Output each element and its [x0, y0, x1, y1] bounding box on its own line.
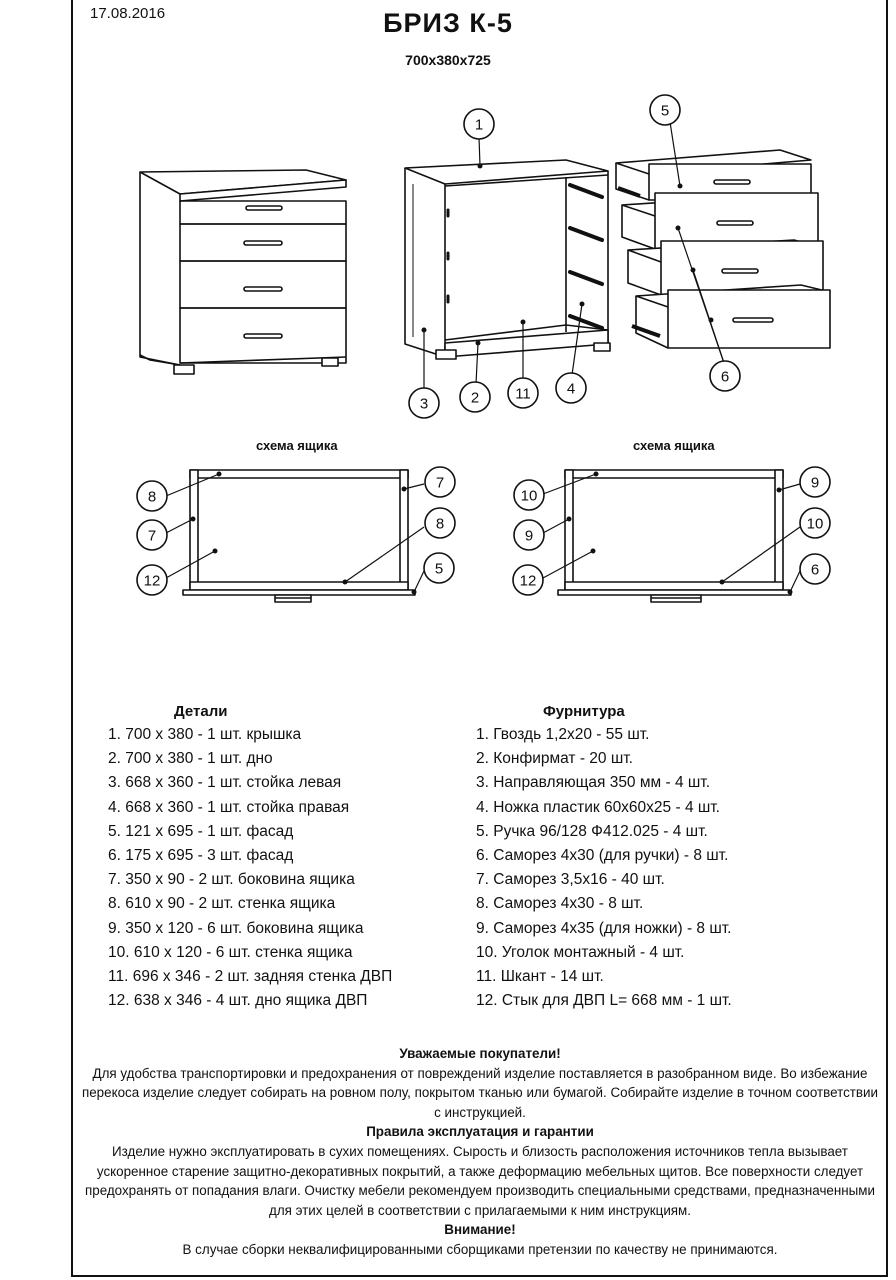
callout-2: 2	[470, 389, 480, 407]
hardware-title: Фурнитура	[543, 703, 625, 720]
notes-paragraph-claims: В случае сборки неквалифицированными сборщиками претензии по качеству не принимаются.	[182, 1241, 778, 1257]
notes-heading-attention: Внимание!	[444, 1222, 516, 1238]
list-item: 7. Саморез 3,5х16 - 40 шт.	[476, 871, 665, 889]
list-item: 4. Ножка пластик 60х60х25 - 4 шт.	[476, 798, 720, 816]
list-item: 4. 668 х 360 - 1 шт. стойка правая	[108, 798, 350, 816]
document-date: 17.08.2016	[90, 5, 166, 22]
list-item: 5. Ручка 96/128 Ф412.025 - 4 шт.	[476, 822, 708, 840]
list-item: 3. Направляющая 350 мм - 4 шт.	[476, 774, 710, 792]
list-item: 11. 696 х 346 - 2 шт. задняя стенка ДВП	[108, 968, 393, 986]
list-item: 11. Шкант - 14 шт.	[476, 968, 604, 986]
callout-4: 4	[566, 380, 576, 398]
list-item: 9. Саморез 4х35 (для ножки) - 8 шт.	[476, 919, 732, 937]
right-callout-6: 6	[810, 561, 820, 579]
left-callout-8b: 8	[435, 515, 445, 533]
list-item: 6. Саморез 4х30 (для ручки) - 8 шт.	[476, 847, 729, 865]
callout-5: 5	[660, 102, 670, 120]
assembled-chest-illustration	[140, 170, 346, 374]
list-item: 6. 175 х 695 - 3 шт. фасад	[108, 847, 294, 865]
list-item: 9. 350 х 120 - 6 шт. боковина ящика	[108, 919, 364, 937]
notes-paragraph-usage: Изделие нужно эксплуатировать в сухих помещениях. Сырость и близость расположения источников тепла вызывает ускоренное старение защитно-декоративных покрытий, а также деформацию мебельных щитов. Все поверхности следует предохранять от попадания влаги. Очистку мебели рекомендуем производить специальными средствами, предназначенными для этих целей в соответствии с прилагаемыми к ним инструкциям.	[85, 1143, 875, 1218]
list-item: 5. 121 х 695 - 1 шт. фасад	[108, 822, 294, 840]
list-item: 2. 700 х 380 - 1 шт. дно	[108, 750, 273, 768]
product-dimensions: 700x380x725	[405, 52, 491, 68]
right-scheme-label: схема ящика	[633, 438, 715, 453]
drawers-illustration	[616, 150, 830, 348]
notes-section	[78, 1044, 882, 1260]
list-item: 10. Уголок монтажный - 4 шт.	[476, 943, 685, 961]
list-item: 12. Стык для ДВП L= 668 мм - 1 шт.	[476, 992, 732, 1010]
list-item: 7. 350 х 90 - 2 шт. боковина ящика	[108, 871, 355, 889]
callout-1: 1	[474, 116, 484, 134]
left-drawer-scheme	[137, 467, 455, 602]
parts-list	[108, 723, 392, 1013]
list-item: 12. 638 х 346 - 4 шт. дно ящика ДВП	[108, 992, 368, 1010]
hardware-list	[476, 723, 732, 1013]
list-item: 3. 668 х 360 - 1 шт. стойка левая	[108, 774, 342, 792]
left-scheme-label: схема ящика	[256, 438, 338, 453]
left-callout-7: 7	[147, 527, 157, 545]
notes-heading-warranty: Правила эксплуатация и гарантии	[366, 1124, 594, 1140]
notes-paragraph-transport: Для удобства транспортировки и предохранения от повреждений изделие поставляется в разобранном виде. Во избежание перекоса изделие следует собирать на ровном полу, покрытом тканью или бумагой. Собирайте изделие в точном соответствии с инструкцией.	[81, 1065, 879, 1120]
list-item: 1. Гвоздь 1,2х20 - 55 шт.	[476, 726, 650, 743]
left-callout-7b: 7	[435, 474, 445, 492]
callout-3: 3	[419, 395, 429, 413]
list-item: 1. 700 х 380 - 1 шт. крышка	[108, 726, 302, 743]
right-callout-10b: 10	[806, 515, 824, 533]
notes-heading-customers: Уважаемые покупатели!	[399, 1046, 561, 1061]
right-callout-9: 9	[524, 527, 534, 545]
right-drawer-scheme	[513, 467, 830, 602]
left-callout-5: 5	[434, 560, 444, 578]
right-callout-12: 12	[519, 572, 537, 590]
list-item: 8. Саморез 4х30 - 8 шт.	[476, 895, 644, 913]
callout-11: 11	[515, 385, 531, 403]
right-callout-9b: 9	[810, 474, 820, 492]
right-callout-10: 10	[520, 487, 538, 505]
parts-title: Детали	[174, 703, 228, 720]
carcass-illustration	[405, 160, 610, 359]
left-callout-8: 8	[147, 488, 157, 506]
list-item: 2. Конфирмат - 20 шт.	[476, 750, 633, 768]
callout-6: 6	[720, 368, 730, 386]
list-item: 8. 610 х 90 - 2 шт. стенка ящика	[108, 895, 336, 913]
product-title: БРИЗ К-5	[383, 8, 513, 38]
left-callout-12: 12	[143, 572, 161, 590]
list-item: 10. 610 х 120 - 6 шт. стенка ящика	[108, 943, 353, 961]
